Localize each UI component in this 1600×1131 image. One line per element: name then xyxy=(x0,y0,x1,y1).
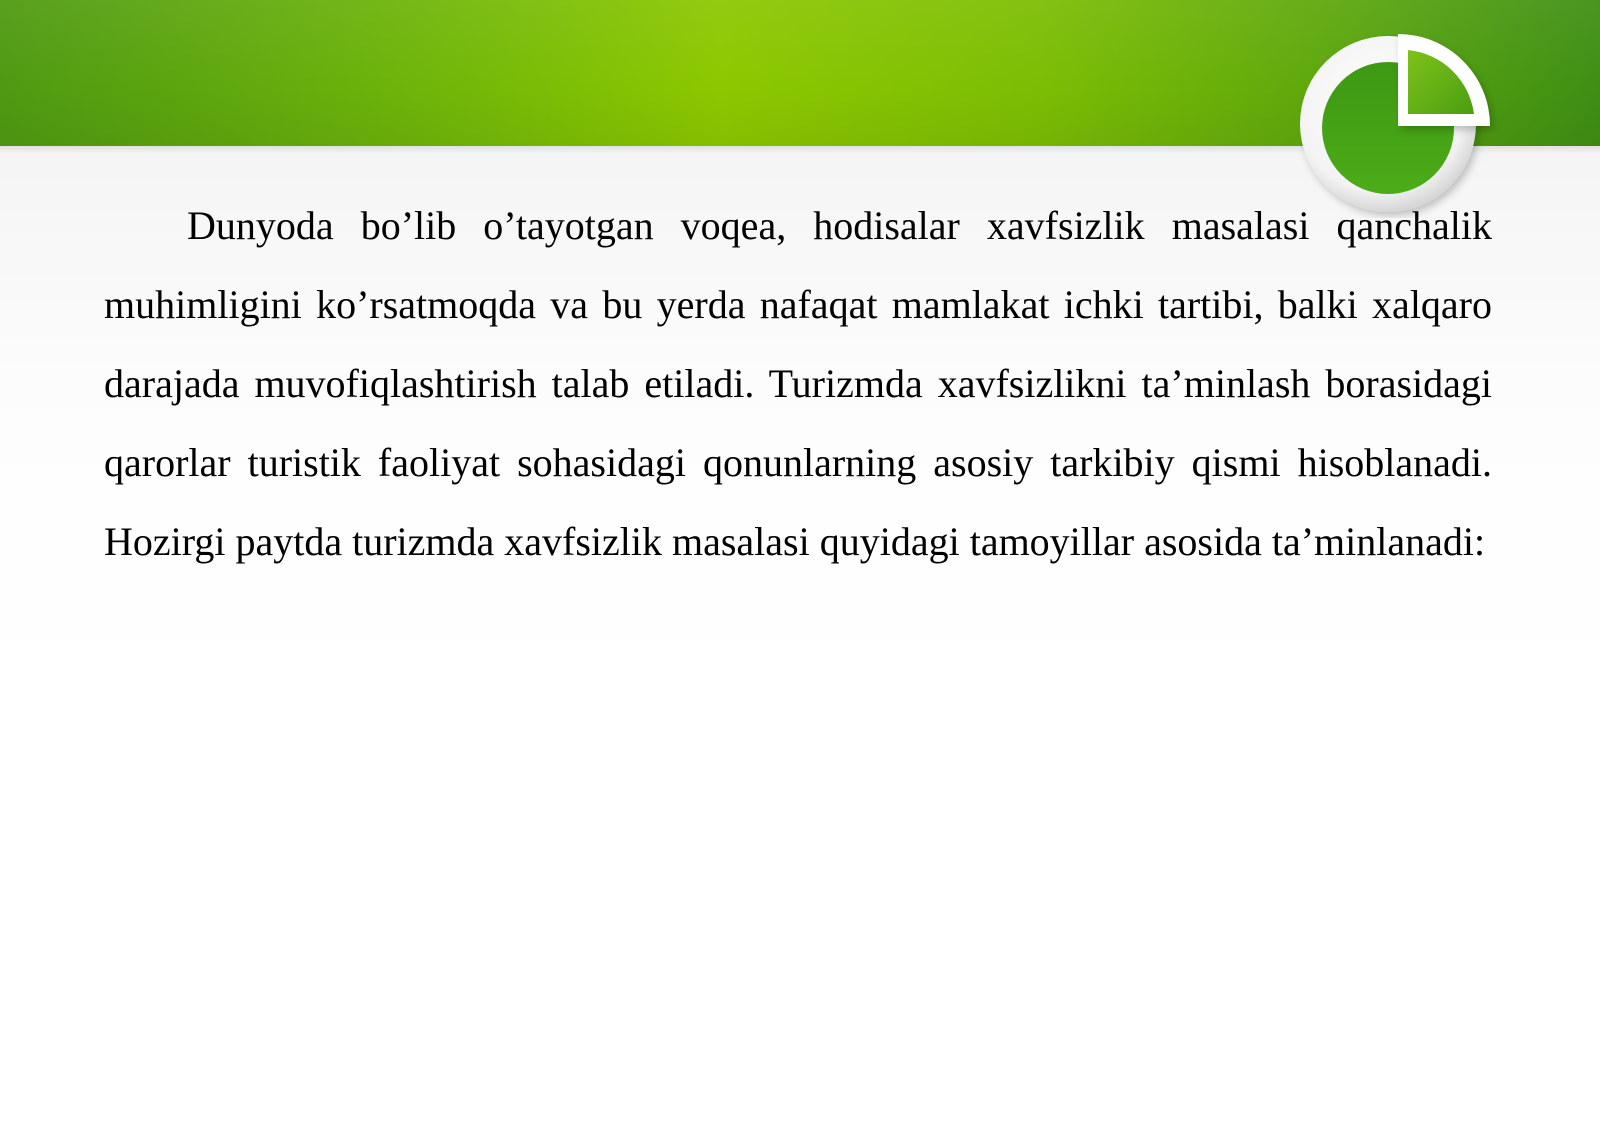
body-paragraph: Dunyoda bo’lib o’tayotgan voqea, hodisalar xavfsizlik masalasi qanchalik muhimligini ko’rsatmoqda va bu yerda nafaqat mamlakat ichki tartibi, balki xalqaro darajada muvofiqlashtirish talab etiladi. Turizmda xavfsizlikni ta’minlash borasidagi qarorlar turistik faoliyat sohasidagi qonunlarning asosiy tarkibiy qismi hisoblanadi. Hozirgi paytda turizmda xavfsizlik masalasi quyidagi tamoyillar asosida ta’minlanadi: xyxy=(104,203,1492,564)
